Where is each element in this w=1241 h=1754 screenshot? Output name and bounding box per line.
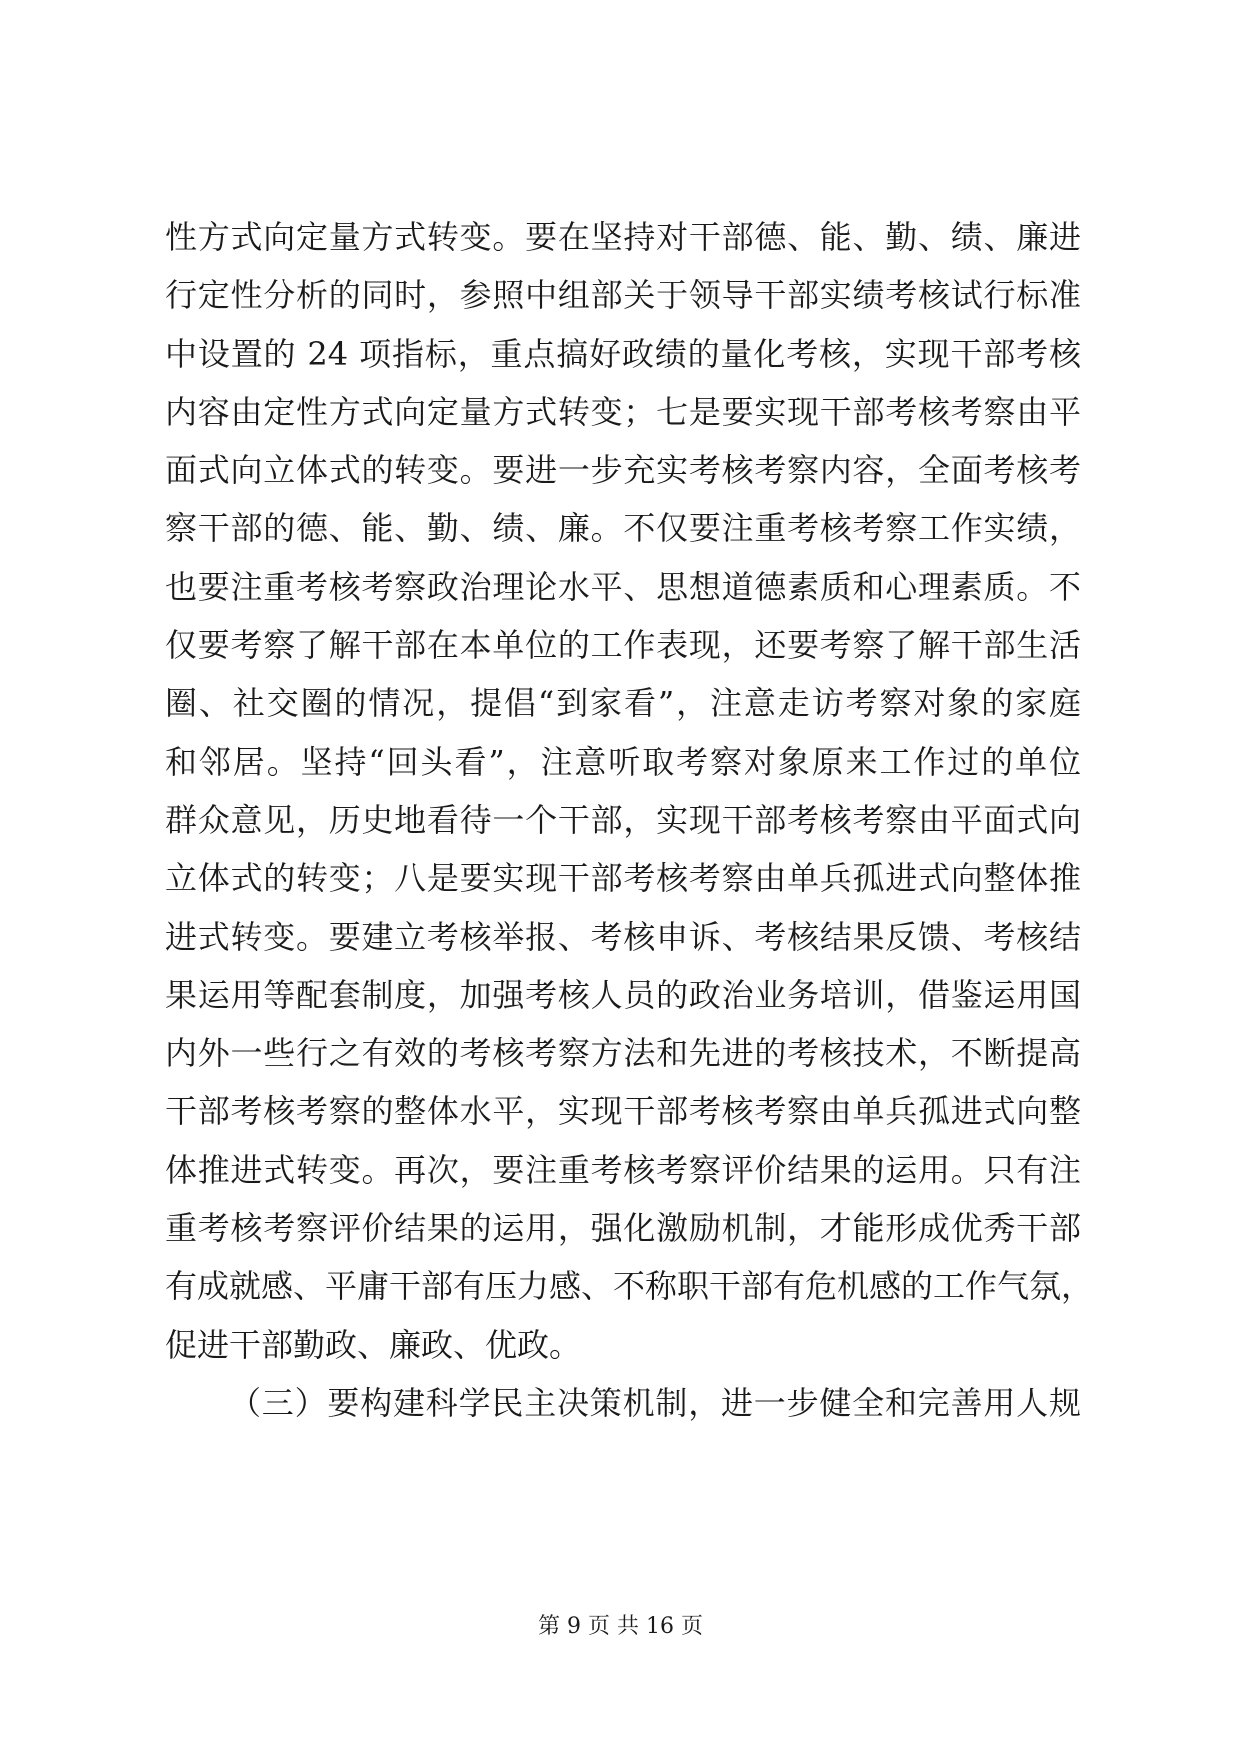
paragraph-last-line: 促进干部勤政、廉政、优政。 [165,1325,582,1364]
text-line: 干部考核考察的整体水平，实现干部考核考察由单兵孤进式向整 [165,1092,1081,1131]
text-line: 进式转变。要建立考核举报、考核申诉、考核结果反馈、考核结 [165,917,1081,956]
section-heading-line: （三）要构建科学民主决策机制，进一步健全和完善用人规 [229,1383,1081,1422]
text-line: 中设置的 24 项指标，重点搞好政绩的量化考核，实现干部考核 [165,334,1081,373]
text-line: 群众意见，历史地看待一个干部，实现干部考核考察由平面式向 [165,800,1081,839]
text-line: 面式向立体式的转变。要进一步充实考核考察内容，全面考核考 [165,451,1081,490]
text-line: 有成就感、平庸干部有压力感、不称职干部有危机感的工作气氛， [165,1267,1094,1306]
text-line: 和邻居。坚持“回头看”，注意听取考察对象原来工作过的单位 [165,742,1081,781]
text-line: 圈、社交圈的情况，提倡“到家看”，注意走访考察对象的家庭 [165,684,1081,723]
text-line: 仅要考察了解干部在本单位的工作表现，还要考察了解干部生活 [165,626,1081,665]
text-line: 果运用等配套制度，加强考核人员的政治业务培训，借鉴运用国 [165,975,1081,1014]
page-number-footer: 第 9 页 共 16 页 [538,1614,703,1639]
text-line: 察干部的德、能、勤、绩、廉。不仅要注重考核考察工作实绩， [165,509,1081,548]
text-line: 体推进式转变。再次，要注重考核考察评价结果的运用。只有注 [165,1150,1081,1189]
text-line: 行定性分析的同时，参照中组部关于领导干部实绩考核试行标准 [165,276,1081,315]
text-line: 立体式的转变；八是要实现干部考核考察由单兵孤进式向整体推 [165,859,1081,898]
text-line: 内容由定性方式向定量方式转变；七是要实现干部考核考察由平 [165,392,1081,431]
document-body [165,208,1094,1432]
text-line: 重考核考察评价结果的运用，强化激励机制，才能形成优秀干部 [165,1209,1081,1248]
text-line: 也要注重考核考察政治理论水平、思想道德素质和心理素质。不 [165,567,1081,606]
text-line: 内外一些行之有效的考核考察方法和先进的考核技术，不断提高 [165,1034,1081,1073]
text-line: 性方式向定量方式转变。要在坚持对干部德、能、勤、绩、廉进 [165,218,1081,256]
